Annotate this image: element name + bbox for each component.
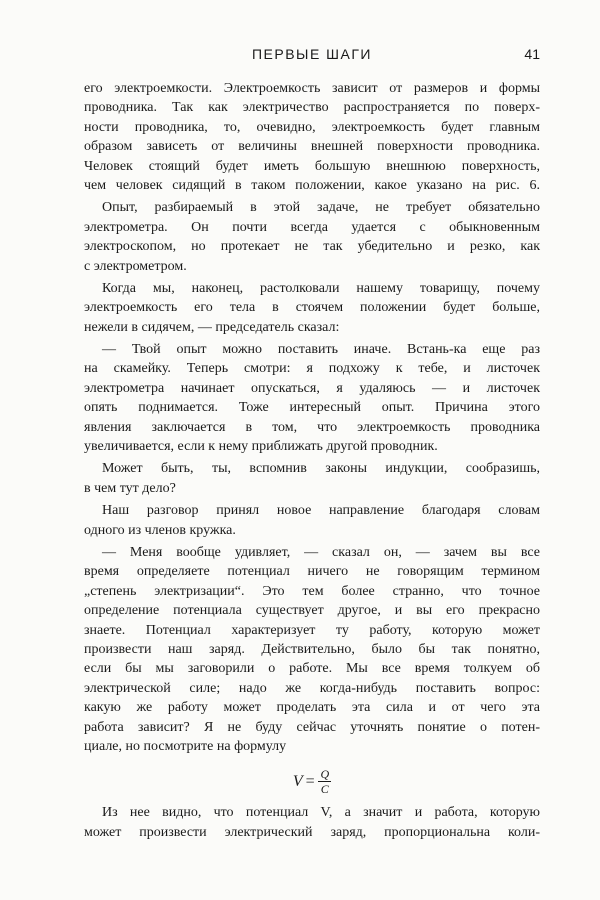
paragraph xyxy=(84,79,540,195)
text-line: одного из членов кружка. xyxy=(84,522,236,538)
text-line: произвести наш заряд. Действительно, было бы так понятно, xyxy=(84,641,540,657)
text-line: нежели в сидячем, — председатель сказал: xyxy=(84,319,340,335)
text-line: — Меня вообще удивляет, — сказал он, — зачем вы все xyxy=(102,544,540,560)
text-line: Опыт, разбираемый в этой задаче, не требует обязательно xyxy=(102,200,540,216)
formula-denominator: C xyxy=(320,781,329,796)
text-line: чем человек сидящий в таком положении, какое указано на рис. 6. xyxy=(84,177,540,193)
text-line: явления заключается в том, что электроемкость проводника xyxy=(84,419,540,435)
text-line: Когда мы, наконец, растолковали нашему товарищу, почему xyxy=(102,280,540,296)
text-line: в чем тут дело? xyxy=(84,480,176,496)
formula-fraction xyxy=(318,767,331,796)
page-number: 41 xyxy=(524,46,540,62)
text-line: электрометра начинает опускаться, я удаляюсь — и листочек xyxy=(84,380,540,396)
text-line: циале, но посмотрите на формулу xyxy=(84,738,287,754)
formula-numerator: Q xyxy=(320,766,330,781)
text-line: Из нее видно, что потенциал V, а значит и работа, которую xyxy=(102,805,540,821)
text-line: проводника. Так как электричество распространяется по поверх- xyxy=(84,100,540,116)
text-line: может произвести электрический заряд, пропорциональна коли- xyxy=(84,824,540,840)
text-line: электроемкость его тела в стоячем положении будет больше, xyxy=(84,300,540,316)
chapter-title: ПЕРВЫЕ ШАГИ xyxy=(251,46,372,62)
text-line: ности проводника, то, очевидно, электроемкость будет главным xyxy=(84,119,540,135)
text-line: электроскопом, но протекает не так убедительно и резко, как xyxy=(84,239,540,255)
text-line: электрической силе; надо же когда-нибудь поставить вопрос: xyxy=(84,680,540,696)
text-line: определение потенциала существует другое, и вы его прекрасно xyxy=(84,603,540,619)
text-line: какую же работу может проделать эта сила и от чего эта xyxy=(84,700,540,716)
formula-equals: = xyxy=(304,772,316,790)
text-line: Наш разговор принял новое направление благодаря словам xyxy=(102,503,540,519)
paragraph xyxy=(84,501,540,540)
text-line: с электрометром. xyxy=(84,258,187,274)
text-line: его электроемкости. Электроемкость зависит от размеров и формы xyxy=(84,81,540,96)
paragraph xyxy=(84,340,540,456)
text-line: электрометра. Он почти всегда удается с обыкновенным xyxy=(84,219,540,235)
formula xyxy=(84,759,540,803)
paragraph xyxy=(84,459,540,498)
page-body xyxy=(84,79,540,845)
text-line: Человек стоящий будет иметь большую внешнюю поверхность, xyxy=(84,158,540,174)
text-line: „степень электризации“. Это тем более странно, что точное xyxy=(84,583,540,599)
paragraph xyxy=(84,803,540,842)
text-line: если бы мы заговорили о работе. Мы все время толкуем об xyxy=(84,661,540,677)
text-line: работа зависит? Я не буду сейчас уточнять понятие о потен- xyxy=(84,719,540,735)
text-line: знаете. Потенциал характеризует ту работу, которую может xyxy=(84,622,540,638)
formula-lhs: V xyxy=(292,772,303,790)
paragraph xyxy=(84,279,540,337)
text-line: образом зависеть от величины внешней поверхности проводника. xyxy=(84,139,540,155)
text-line: — Твой опыт можно поставить иначе. Встань-ка еще раз xyxy=(102,342,540,358)
text-line: Может быть, ты, вспомнив законы индукции, сообразишь, xyxy=(102,461,540,477)
text-line: время определяете потенциал ничего не говорящим термином xyxy=(84,564,540,580)
text-line: на скамейку. Теперь смотри: я подхожу к тебе, и листочек xyxy=(84,361,540,377)
paragraph xyxy=(84,198,540,276)
text-line: опять поднимается. Тоже интересный опыт. Причина этого xyxy=(84,400,540,416)
running-header xyxy=(84,46,540,68)
text-line: увеличивается, если к нему приближать другой проводник. xyxy=(84,439,438,455)
paragraph xyxy=(84,543,540,756)
